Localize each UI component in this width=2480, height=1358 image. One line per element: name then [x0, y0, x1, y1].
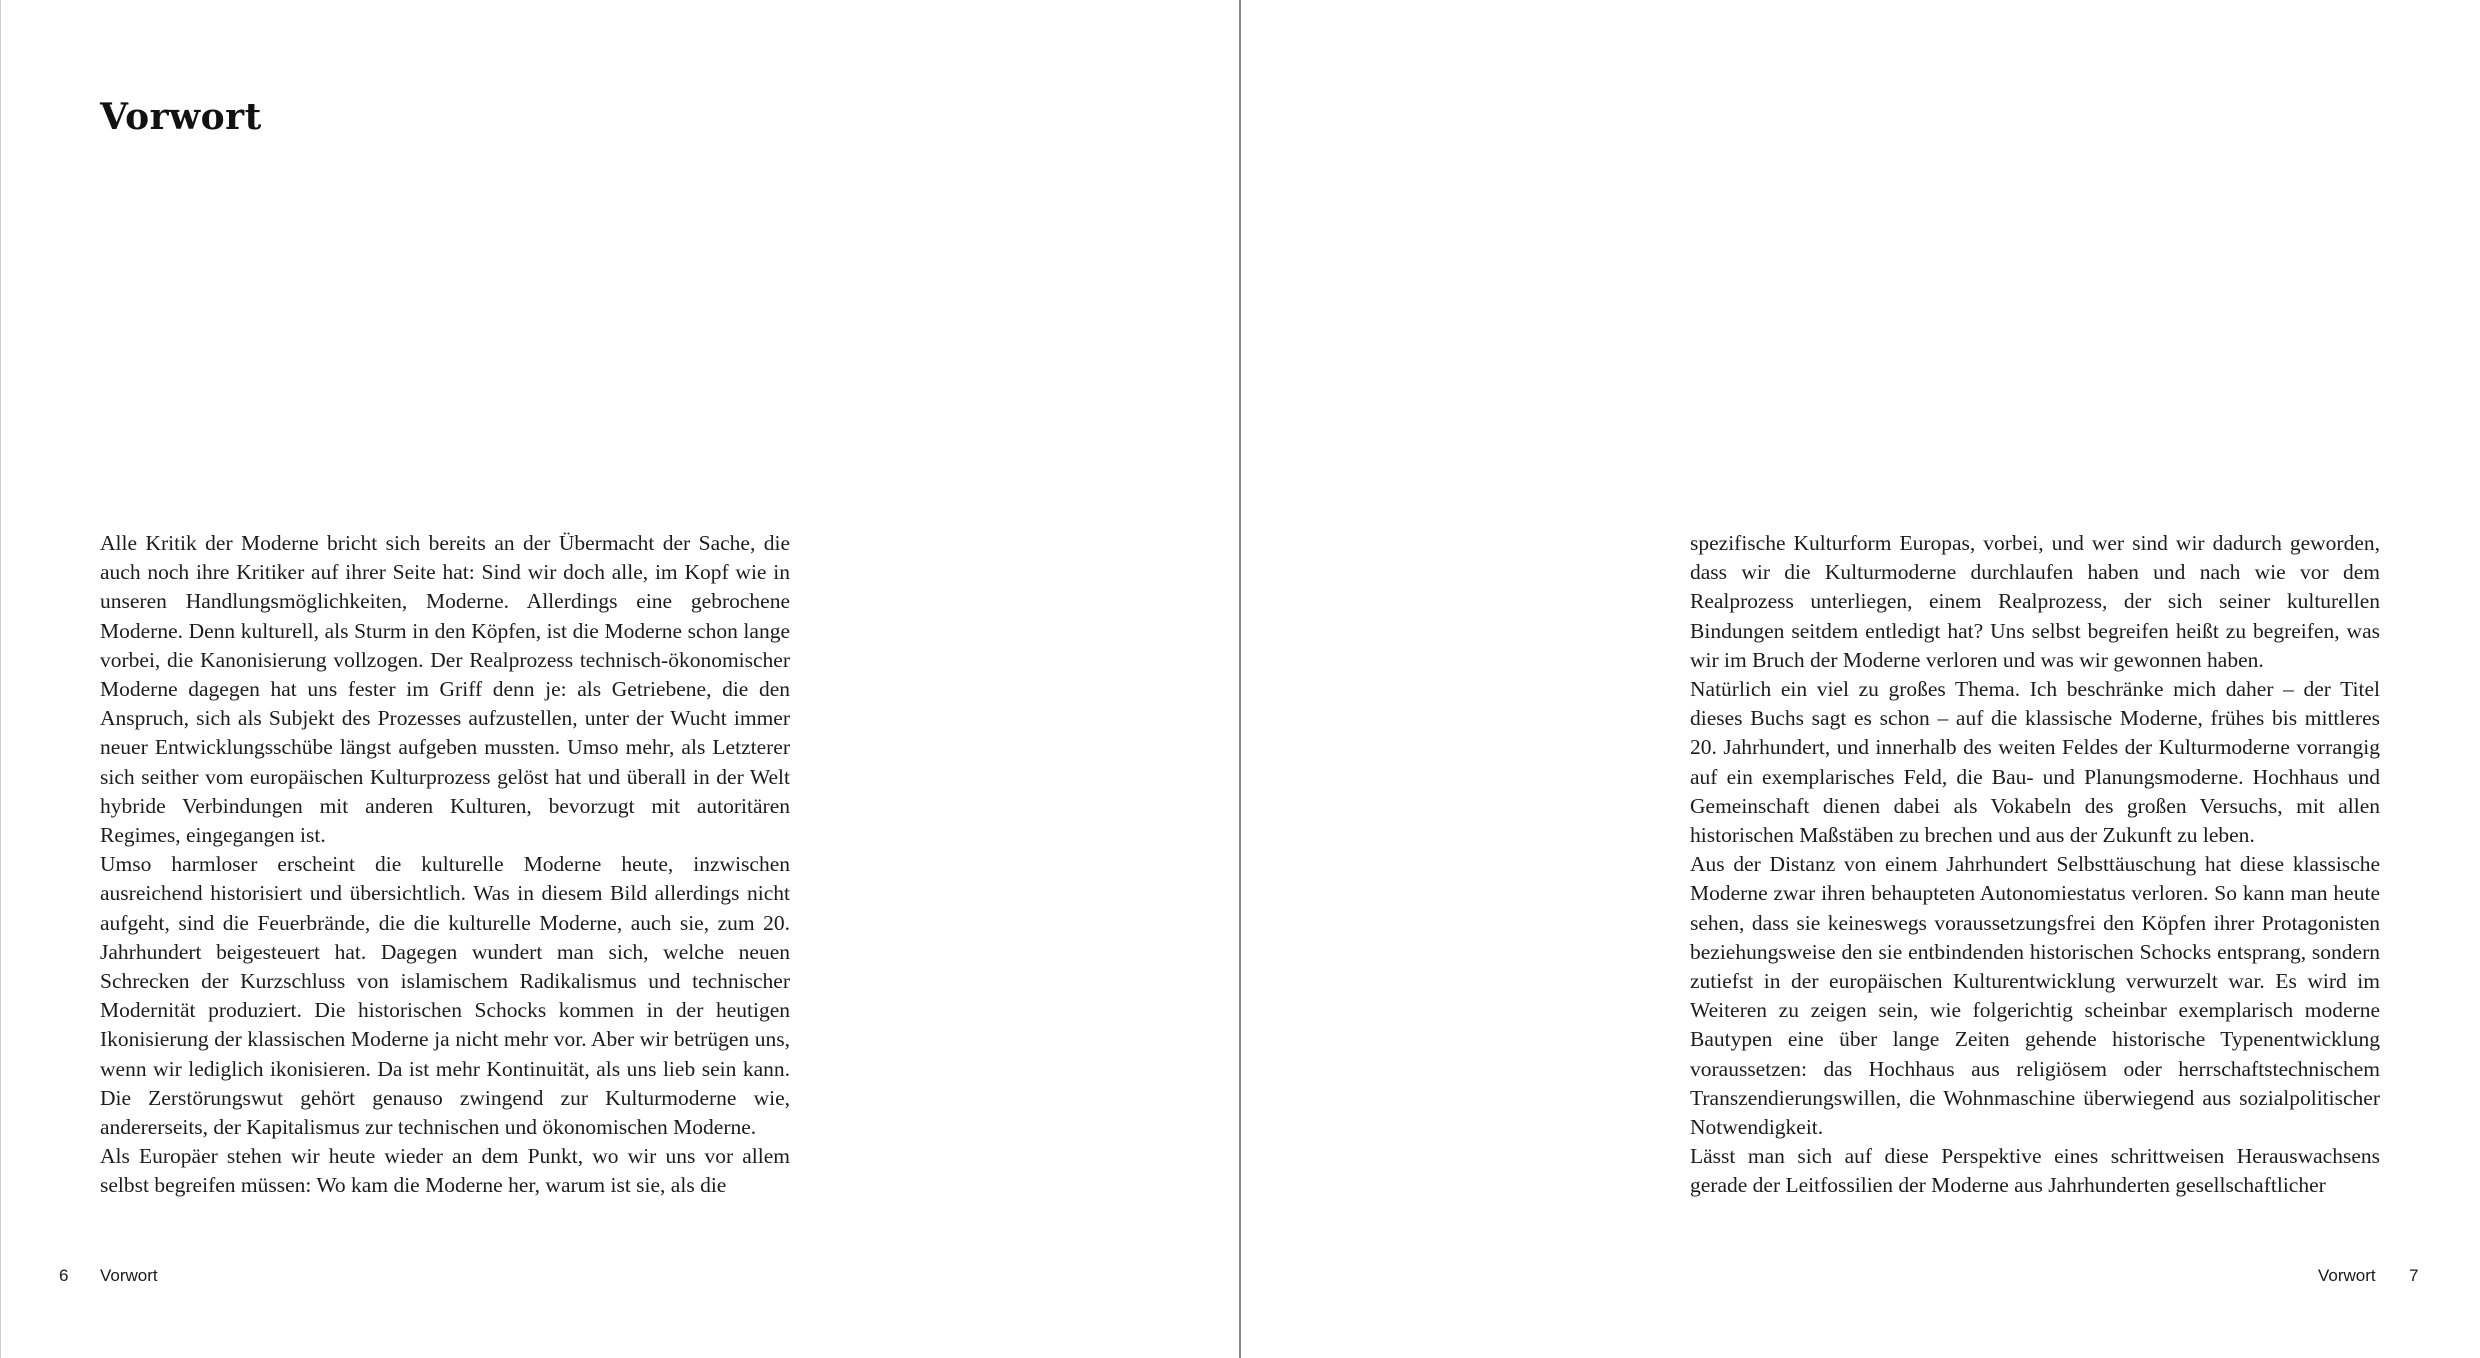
right-body-text	[1690, 529, 2380, 1201]
paragraph: Natürlich ein viel zu großes Thema. Ich beschränke mich daher – der Titel dieses Buchs sagt es schon – auf die klassische Moderne, frühes bis mittleres 20. Jahrhundert, und innerhalb des weiten Feldes der Kulturmoderne vorrangig auf ein exemplarisches Feld, die Bau- und Planungsmoderne. Hochhaus und Gemeinschaft dienen dabei als Vokabeln des großen Versuchs, mit allen historischen Maßstäben zu brechen und aus der Zukunft zu leben.	[1690, 677, 2380, 848]
left-body-text	[100, 529, 790, 1201]
paragraph: Aus der Distanz von einem Jahrhundert Selbsttäuschung hat diese klassische Moderne zwar ihren behaupteten Autonomiestatus verloren. So kann man heute sehen, dass sie keineswegs voraussetzungsfrei den Köpfen ihrer Protagonisten beziehungsweise den sie entbindenden historischen Schocks entsprang, sondern zutiefst in der europäischen Kulturentwicklung verwurzelt war. Es wird im Weiteren zu zeigen sein, wie folgerichtig scheinbar exemplarisch moderne Bautypen eine über lange Zeiten gehende historische Typenentwicklung voraussetzen: das Hochhaus aus religiösem oder herrschaftstechnischem Transzendierungswillen, die Wohnmaschine überwiegend aus sozialpolitischer Notwendigkeit.	[1690, 852, 2380, 1140]
page-number-left: 6	[59, 1266, 69, 1285]
paragraph: spezifische Kulturform Europas, vorbei, und wer sind wir dadurch geworden, dass wir die Kulturmoderne durchlaufen haben und nach wie vor dem Realprozess unterliegen, einem Realprozess, der sich seiner kulturellen Bindungen seitdem entledigt hat? Uns selbst begreifen heißt zu begreifen, was wir im Bruch der Moderne verloren und was wir gewonnen haben.	[1690, 531, 2380, 672]
paragraph: Umso harmloser erscheint die kulturelle Moderne heute, inzwischen ausreichend historisiert und übersichtlich. Was in diesem Bild allerdings nicht aufgeht, sind die Feuerbrände, die die kulturelle Moderne, auch sie, zum 20. Jahrhundert beigesteuert hat. Dagegen wundert man sich, welche neuen Schrecken der Kurzschluss von islamischem Radikalismus und technischer Modernität produziert. Die historischen Schocks kommen in der heutigen Ikonisierung der klassischen Moderne ja nicht mehr vor. Aber wir betrügen uns, wenn wir lediglich ikonisieren. Da ist mehr Kontinuität, als uns lieb sein kann. Die Zerstörungswut gehört genauso zwingend zur Kulturmoderne wie, andererseits, der Kapitalismus zur technischen und ökonomischen Moderne.	[100, 852, 790, 1140]
running-footer-left: Vorwort	[100, 1266, 158, 1285]
page-number-right: 7	[2409, 1266, 2419, 1285]
paragraph: Lässt man sich auf diese Perspektive eines schrittweisen Herauswachsens gerade der Leitfossilien der Moderne aus Jahrhunderten gesellschaftlicher	[1690, 1144, 2380, 1198]
right-page	[1241, 0, 2480, 1358]
paragraph: Alle Kritik der Moderne bricht sich bereits an der Übermacht der Sache, die auch noch ihre Kritiker auf ihrer Seite hat: Sind wir doch alle, im Kopf wie in unseren Handlungsmöglichkeiten, Moderne. Allerdings eine gebrochene Moderne. Denn kulturell, als Sturm in den Köpfen, ist die Moderne schon lange vorbei, die Kanonisierung vollzogen. Der Realprozess technisch-ökonomischer Moderne dagegen hat uns fester im Griff denn je: als Getriebene, die den Anspruch, sich als Subjekt des Prozesses aufzustellen, unter der Wucht immer neuer Entwicklungsschübe längst aufgeben mussten. Umso mehr, als Letzterer sich seither vom europäischen Kulturprozess gelöst hat und überall in der Welt hybride Verbindungen mit anderen Kulturen, bevorzugt mit autoritären Regimes, eingegangen ist.	[100, 531, 790, 848]
paragraph: Als Europäer stehen wir heute wieder an dem Punkt, wo wir uns vor allem selbst begreifen müssen: Wo kam die Moderne her, warum ist sie, als die	[100, 1144, 790, 1198]
running-footer-right: Vorwort	[2318, 1266, 2376, 1285]
chapter-title: Vorwort	[100, 96, 262, 138]
